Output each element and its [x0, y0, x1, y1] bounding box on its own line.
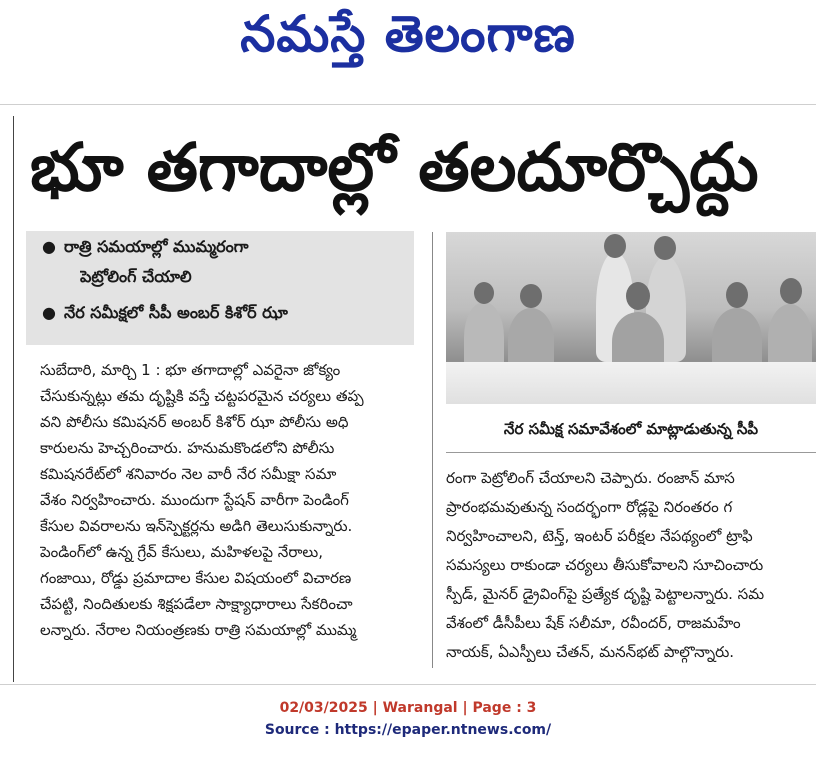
article-body-left-column — [40, 357, 420, 669]
body-line: గంజాయి, రోడ్డు ప్రమాదాల కేసుల విషయంలో విచారణ — [40, 569, 352, 587]
photo-table — [446, 362, 816, 404]
bullet-icon: ● — [42, 237, 56, 256]
highlight-item-continued: పెట్రోలింగ్ చేయాలి — [80, 267, 192, 286]
left-column-rule — [13, 116, 14, 682]
photo-figure-head — [520, 284, 542, 308]
body-line: వేశం నిర్వహించారు. ముందుగా స్టేషన్ వారీగా పెండింగ్ — [40, 491, 349, 509]
body-line: సుబేదారి, మార్చి 1 : భూ తగాదాల్లో ఎవరైనా జోక్యం — [40, 361, 341, 379]
body-line: వని పోలీసు కమిషనర్ అంబర్ కిశోర్ ఝా పోలీసు అధి — [40, 413, 349, 431]
body-line: నాయక్, ఏఎస్పీలు చేతన్, మనన్‌భట్ పాల్గొన్నారు. — [446, 643, 735, 661]
highlight-item: ● రాత్రి సమయాల్లో ముమ్మరంగా — [42, 235, 408, 259]
bullet-icon: ● — [42, 303, 56, 322]
body-line: పెండింగ్‌లో ఉన్న గ్రేవ్ కేసులు, మహిళలపై నేరాలు, — [40, 543, 323, 561]
body-line: చేపట్టి, నిందితులకు శిక్షపడేలా సాక్ష్యాధారాలు సేకరించా — [40, 595, 353, 613]
footer-page: Page : 3 — [472, 700, 537, 716]
footer-source: Source : https://epaper.ntnews.com/ — [264, 722, 552, 738]
photo-figure-head — [626, 282, 650, 310]
photo-figure-head — [474, 282, 494, 304]
body-line: కమిషనరేట్‌లో శనివారం నెల వారీ నేర సమీక్షా సమా — [40, 465, 337, 483]
footer-date: 02/03/2025 — [279, 700, 368, 716]
body-line: స్పీడ్, మైనర్ డ్రైవింగ్‌పై ప్రత్యేక దృష్టి పెట్టాలన్నారు. సమ — [446, 585, 765, 603]
column-rule — [432, 232, 433, 668]
photo-figure-head — [604, 234, 626, 258]
body-line: కేసుల వివరాలను ఇన్‌స్పెక్టర్లను అడిగి తెలుసుకున్నారు. — [40, 517, 353, 535]
footer-rule — [0, 684, 816, 685]
body-line: లన్నారు. నేరాల నియంత్రణకు రాత్రి సమయాల్లో ముమ్మ — [40, 621, 357, 639]
body-line: సమస్యలు రాకుండా చర్యలు తీసుకోవాలని సూచించారు — [446, 556, 764, 574]
body-line: కారులను హెచ్చరించారు. హనుమకొండలోని పోలీసు — [40, 439, 335, 457]
photo-figure-head — [780, 278, 802, 304]
body-line: ప్రారంభమవుతున్న సందర్భంగా రోడ్లపై నిరంతరం గ — [446, 498, 733, 516]
article-headline: భూ తగాదాల్లో తలదూర్చొద్దు — [30, 129, 759, 206]
masthead — [0, 0, 816, 105]
body-line: నిర్వహించాలని, టెన్త్, ఇంటర్ పరీక్షల నేపథ్యంలో ట్రాఫి — [446, 527, 753, 545]
body-line: వేశంలో డీసీపీలు షేక్ సలీమా, రవీందర్, రాజమహేం — [446, 614, 741, 632]
footer-edition: Warangal — [382, 700, 458, 716]
article-body-right-column — [446, 464, 816, 668]
highlights-box — [26, 231, 414, 345]
highlight-item: ● నేర సమీక్షలో సీపీ అంబర్ కిశోర్ ఝా — [42, 301, 408, 325]
footer-edition-info: 02/03/2025 | Warangal | Page : 3 — [279, 700, 537, 716]
photo-figure-head — [654, 236, 676, 260]
newspaper-logo-title: నమస్తే తెలంగాణ — [240, 4, 576, 63]
photo-figure-head — [726, 282, 748, 308]
meeting-photo — [446, 232, 816, 404]
body-line: చేసుకున్నట్లు తమ దృష్టికి వస్తే చట్టపరమైన చర్యలు తప్ప — [40, 387, 364, 405]
body-line: రంగా పెట్రోలింగ్ చేయాలని చెప్పారు. రంజాన్ మాస — [446, 469, 735, 487]
photo-caption: నేర సమీక్ష సమావేశంలో మాట్లాడుతున్న సీపీ — [446, 406, 816, 453]
